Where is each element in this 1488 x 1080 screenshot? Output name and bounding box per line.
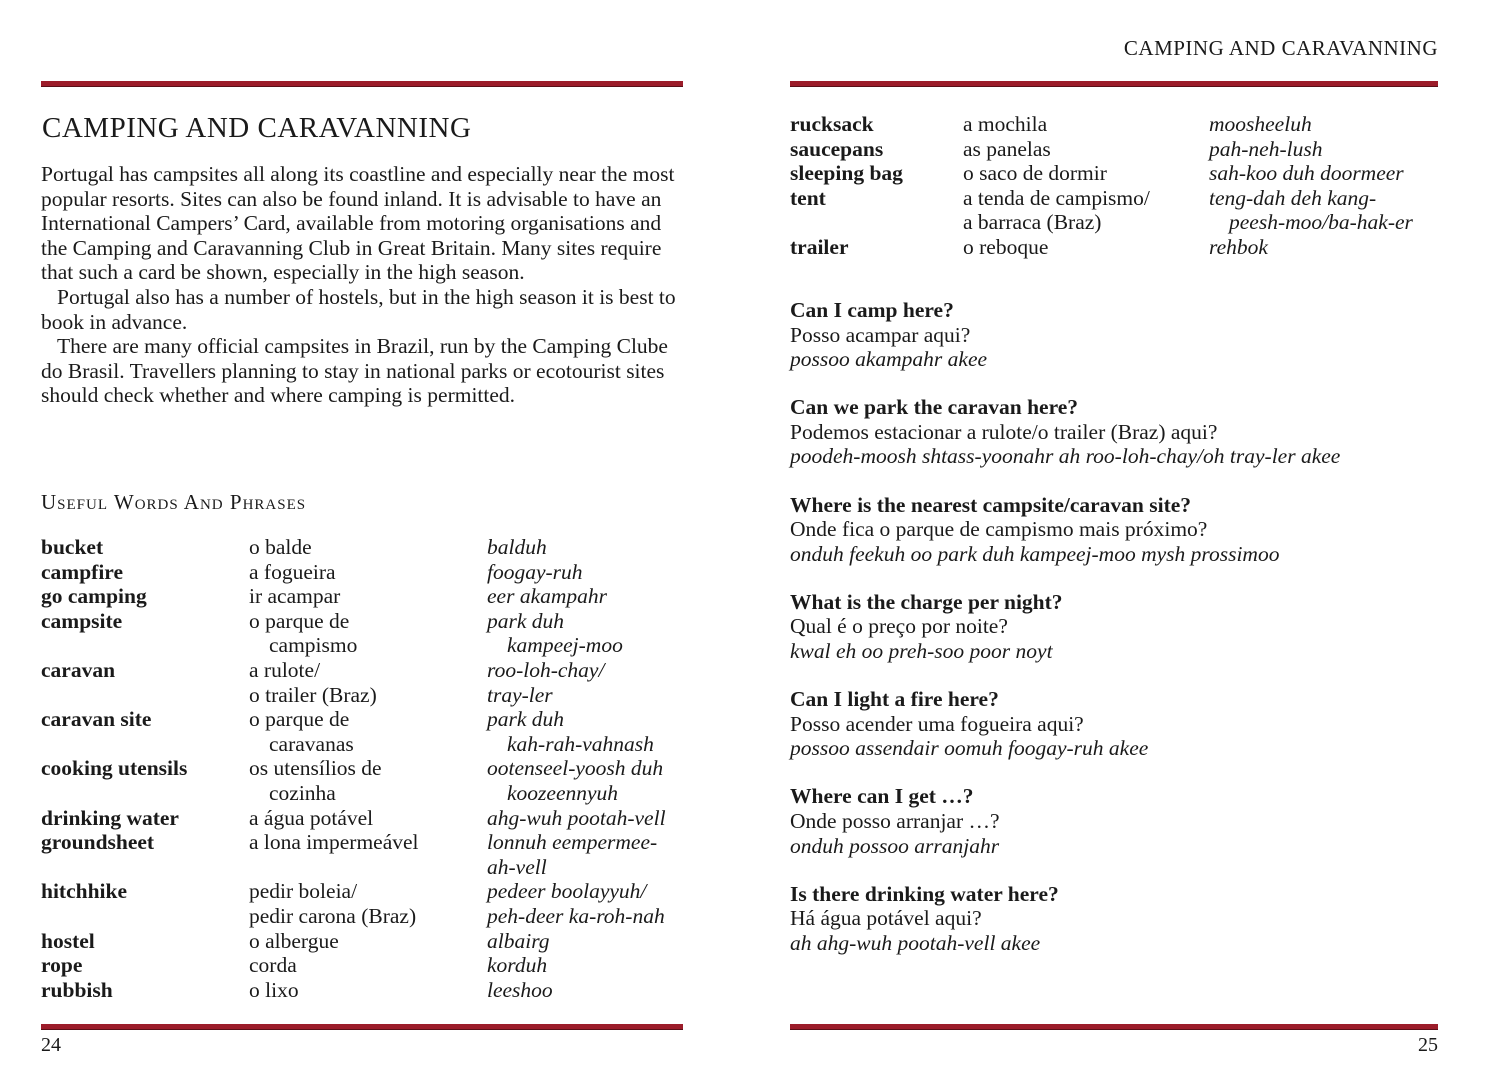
vocab-english: campsite bbox=[41, 608, 123, 633]
phrase-block bbox=[790, 590, 1450, 664]
phrase-english: Where can I get …? bbox=[790, 784, 974, 809]
vocab-portuguese: a fogueira bbox=[249, 559, 336, 584]
vocab-english: drinking water bbox=[41, 805, 179, 830]
vocab-portuguese: o balde bbox=[249, 535, 312, 559]
phrase-pronunciation: kwal eh oo preh-soo poor noyt bbox=[790, 639, 1053, 664]
vocab-row bbox=[790, 137, 1449, 162]
vocab-english: bucket bbox=[41, 535, 104, 559]
phrase-english: What is the charge per night? bbox=[790, 589, 1063, 614]
vocab-pronunciation: roo-loh-chay/ tray-ler bbox=[487, 657, 605, 707]
page-number: 24 bbox=[41, 1034, 61, 1056]
vocab-portuguese: a água potável bbox=[249, 805, 374, 830]
vocab-row bbox=[790, 161, 1449, 186]
top-rule bbox=[41, 81, 683, 87]
vocab-english: hitchhike bbox=[41, 879, 128, 904]
phrase-block bbox=[790, 493, 1450, 567]
intro-text bbox=[41, 162, 691, 408]
phrase-block bbox=[790, 395, 1450, 469]
phrase-portuguese: Posso acampar aqui? bbox=[790, 322, 971, 347]
phrase-portuguese: Posso acender uma fogueira aqui? bbox=[790, 711, 1084, 736]
phrase-block bbox=[790, 882, 1450, 956]
vocab-portuguese: corda bbox=[249, 953, 297, 978]
vocab-row bbox=[41, 830, 697, 879]
vocab-portuguese: ir acampar bbox=[249, 584, 341, 609]
phrase-english: Can I light a fire here? bbox=[790, 687, 999, 712]
vocab-row bbox=[790, 186, 1449, 235]
vocab-row bbox=[790, 235, 1449, 260]
vocab-row bbox=[41, 584, 697, 609]
vocab-english: caravan bbox=[41, 657, 116, 682]
vocab-english: go camping bbox=[41, 584, 147, 609]
vocab-portuguese: a tenda de campismo/ a barraca (Braz) bbox=[963, 185, 1150, 235]
vocab-pronunciation: teng-dah deh kang- peesh-moo/ba-hak-er bbox=[1209, 185, 1413, 235]
phrase-pronunciation: onduh feekuh oo park duh kampeej-moo mysh prossimoo bbox=[790, 541, 1280, 566]
vocab-portuguese: pedir boleia/ pedir carona (Braz) bbox=[249, 879, 417, 928]
vocab-pronunciation: park duh kampeej-moo bbox=[487, 608, 623, 658]
vocab-english: rubbish bbox=[41, 977, 113, 1002]
phrase-portuguese: Qual é o preço por noite? bbox=[790, 614, 1008, 639]
vocab-row bbox=[41, 953, 697, 978]
vocab-portuguese: as panelas bbox=[963, 136, 1051, 161]
phrase-portuguese: Há água potável aqui? bbox=[790, 906, 982, 931]
phrase-pronunciation: ah ahg-wuh pootah-vell akee bbox=[790, 930, 1041, 955]
vocab-english: sleeping bag bbox=[790, 161, 903, 186]
vocab-row bbox=[41, 707, 697, 756]
phrase-pronunciation: onduh possoo arranjahr bbox=[790, 833, 1000, 858]
vocab-pronunciation: lonnuh eempermee- ah-vell bbox=[487, 830, 658, 879]
vocab-row bbox=[41, 560, 697, 585]
page-number: 25 bbox=[1418, 1034, 1438, 1056]
intro-paragraph: There are many official campsites in Brazil, run by the Camping Clube do Brasil. Travellers planning to stay in national parks or ecotourist sites should check whether and where camping is permitted. bbox=[41, 334, 668, 408]
phrase-english: Can I camp here? bbox=[790, 298, 954, 322]
vocab-pronunciation: foogay-ruh bbox=[487, 559, 583, 584]
phrase-english: Is there drinking water here? bbox=[790, 881, 1059, 906]
vocab-english: cooking utensils bbox=[41, 756, 188, 781]
vocab-pronunciation: ahg-wuh pootah-vell bbox=[487, 805, 666, 830]
intro-paragraph: Portugal has campsites all along its coastline and especially near the most popular resorts. Sites can also be found inland. It is advisable to have an International Campers’ Card, available from motoring organisations and the Camping and Caravanning Club in Great Britain. Many sites require that such a card be shown, especially in the high season. bbox=[41, 162, 675, 285]
running-head: CAMPING AND CARAVANNING bbox=[1123, 36, 1438, 60]
vocab-pronunciation: eer akampahr bbox=[487, 584, 608, 609]
vocab-portuguese: o saco de dormir bbox=[963, 161, 1107, 186]
vocab-portuguese: a lona impermeável bbox=[249, 830, 419, 855]
vocab-english: caravan site bbox=[41, 707, 152, 732]
vocab-pronunciation: ootenseel-yoosh duh koozeennyuh bbox=[487, 756, 664, 805]
vocab-row bbox=[41, 806, 697, 831]
vocab-portuguese: os utensílios de cozinha bbox=[249, 756, 382, 805]
vocab-row bbox=[41, 929, 697, 954]
vocab-english: rope bbox=[41, 953, 83, 978]
section-heading: Useful Words And Phrases bbox=[41, 490, 307, 514]
phrase-english: Where is the nearest campsite/caravan site? bbox=[790, 492, 1192, 517]
vocab-english: tent bbox=[790, 185, 826, 210]
vocab-pronunciation: park duh kah-rah-vahnash bbox=[487, 707, 654, 756]
vocab-row bbox=[41, 658, 697, 707]
vocab-english: saucepans bbox=[790, 136, 884, 161]
phrase-block bbox=[790, 298, 1450, 372]
vocab-row bbox=[41, 879, 697, 928]
vocab-english: rucksack bbox=[790, 112, 874, 136]
phrase-portuguese: Podemos estacionar a rulote/o trailer (Braz) aqui? bbox=[790, 419, 1218, 444]
vocab-portuguese: a mochila bbox=[963, 112, 1048, 136]
vocab-pronunciation: rehbok bbox=[1209, 234, 1268, 259]
vocab-portuguese: o lixo bbox=[249, 977, 299, 1002]
vocab-portuguese: o reboque bbox=[963, 234, 1049, 259]
vocab-pronunciation: korduh bbox=[487, 953, 548, 978]
phrase-english: Can we park the caravan here? bbox=[790, 395, 1079, 420]
vocab-pronunciation: sah-koo duh doormeer bbox=[1209, 161, 1404, 186]
vocab-list bbox=[790, 112, 1449, 260]
phrase-pronunciation: possoo akampahr akee bbox=[790, 347, 988, 372]
top-rule bbox=[790, 81, 1438, 87]
vocab-row bbox=[790, 112, 1449, 137]
vocab-portuguese: a rulote/ o trailer (Braz) bbox=[249, 657, 377, 707]
vocab-pronunciation: leeshoo bbox=[487, 977, 553, 1002]
vocab-pronunciation: albairg bbox=[487, 928, 550, 953]
vocab-list bbox=[41, 535, 697, 1002]
intro-paragraph: Portugal also has a number of hostels, but in the high season it is best to book in advance. bbox=[41, 284, 676, 334]
vocab-portuguese: o albergue bbox=[249, 928, 339, 953]
vocab-portuguese: o parque de campismo bbox=[249, 608, 358, 658]
phrase-pronunciation: possoo assendair oomuh foogay-ruh akee bbox=[790, 736, 1149, 761]
vocab-english: groundsheet bbox=[41, 830, 155, 855]
vocab-row bbox=[41, 756, 697, 805]
bottom-rule bbox=[41, 1024, 683, 1030]
page-title: CAMPING AND CARAVANNING bbox=[42, 112, 472, 144]
phrase-block bbox=[790, 687, 1450, 761]
vocab-pronunciation: pah-neh-lush bbox=[1209, 136, 1323, 161]
vocab-row bbox=[41, 978, 697, 1003]
phrase-pronunciation: poodeh-moosh shtass-yoonahr ah roo-loh-chay/oh tray-ler akee bbox=[790, 444, 1341, 469]
vocab-english: campfire bbox=[41, 559, 123, 584]
phrase-list bbox=[790, 298, 1450, 979]
vocab-row bbox=[41, 535, 697, 560]
phrase-portuguese: Onde fica o parque de campismo mais próximo? bbox=[790, 517, 1208, 542]
phrase-block bbox=[790, 784, 1450, 858]
bottom-rule bbox=[790, 1024, 1438, 1030]
vocab-pronunciation: moosheeluh bbox=[1209, 112, 1312, 136]
vocab-english: trailer bbox=[790, 234, 849, 259]
vocab-portuguese: o parque de caravanas bbox=[249, 707, 354, 756]
vocab-row bbox=[41, 609, 697, 658]
vocab-english: hostel bbox=[41, 928, 95, 953]
vocab-pronunciation: balduh bbox=[487, 535, 547, 559]
vocab-pronunciation: pedeer boolayyuh/ peh-deer ka-roh-nah bbox=[487, 879, 665, 928]
phrase-portuguese: Onde posso arranjar …? bbox=[790, 809, 1000, 833]
